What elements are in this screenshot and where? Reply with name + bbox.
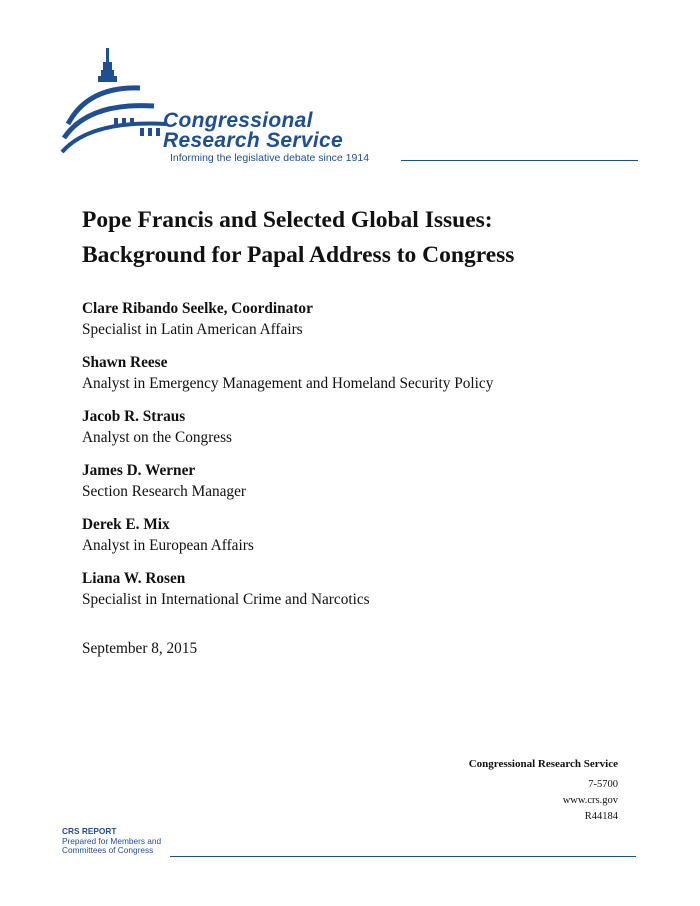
report-title [82,203,514,273]
author-entry [82,406,682,448]
capitol-dome-icon [58,46,168,166]
footer-line2: Prepared for Members and [62,835,162,846]
crs-logo [58,46,648,176]
report-id: R44184 [584,811,618,822]
author-entry [82,568,682,610]
crs-report-footer [62,827,161,856]
author-role: Specialist in International Crime and Narcotics [82,591,370,608]
author-name: Jacob R. Straus [82,408,186,425]
author-role: Section Research Manager [82,483,246,500]
author-entry [82,460,682,502]
author-entry [82,514,682,556]
author-name: Clare Ribando Seelke, Coordinator [82,300,313,317]
logo-divider [401,160,638,161]
author-name: Derek E. Mix [82,516,170,533]
author-role: Specialist in Latin American Affairs [82,321,303,338]
logo-name-line2: Research Service [163,129,343,152]
logo-tagline: Informing the legislative debate since 1914 [170,152,370,164]
author-name: Shawn Reese [82,354,168,371]
author-role: Analyst on the Congress [82,429,232,446]
author-entry [82,352,682,394]
crs-info-block [469,756,618,825]
author-name: Liana W. Rosen [82,570,186,587]
author-role: Analyst in European Affairs [82,537,254,554]
report-date: September 8, 2015 [82,640,198,657]
report-title-line1: Pope Francis and Selected Global Issues: [82,207,493,233]
author-name: James D. Werner [82,462,196,479]
footer-line3: Committees of Congress [62,845,154,855]
report-title-line2: Background for Papal Address to Congress [82,242,515,268]
footer-label: CRS REPORT [62,826,117,836]
footer-divider [170,856,636,857]
author-entry [82,298,682,340]
crs-website-link[interactable]: www.crs.gov [562,795,618,806]
author-list [82,298,682,622]
logo-name-line1: Congressional [163,109,313,132]
author-role: Analyst in Emergency Management and Homeland Security Policy [82,375,494,392]
crs-number: 7-5700 [588,779,618,790]
crs-org-name: Congressional Research Service [468,758,618,770]
